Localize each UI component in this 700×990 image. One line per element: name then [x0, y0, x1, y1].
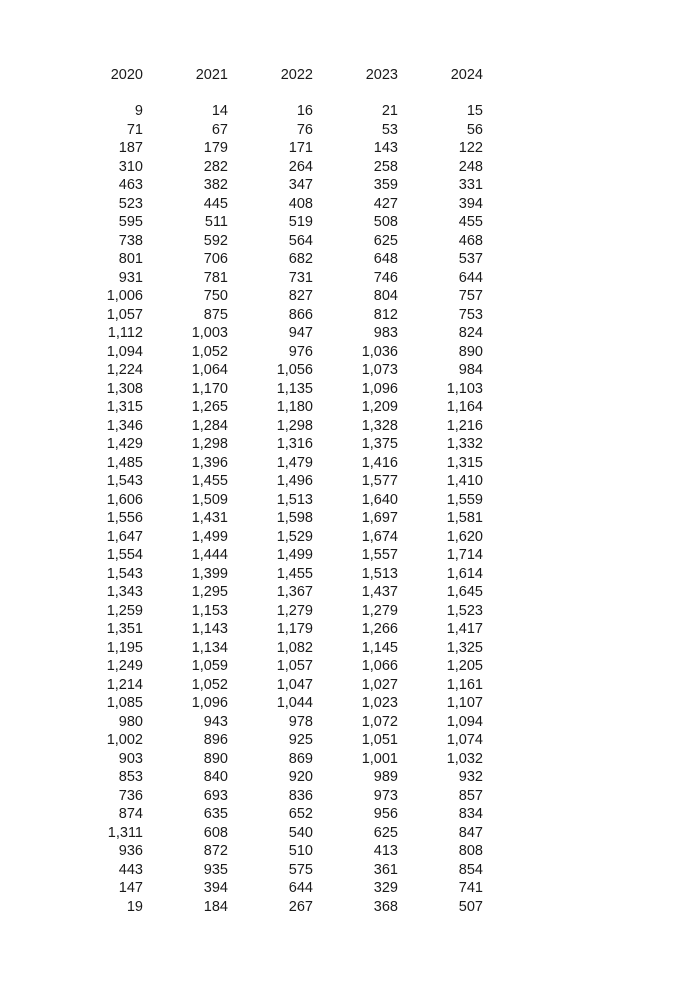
- table-cell: 359: [373, 177, 398, 193]
- table-cell: 519: [288, 214, 313, 230]
- table-cell: 15: [466, 103, 483, 119]
- table-cell: 812: [373, 306, 398, 323]
- table-row: [78, 195, 488, 214]
- table-cell: 71: [126, 121, 143, 138]
- table-cell: 248: [458, 158, 483, 175]
- table-row: [78, 879, 488, 898]
- table-cell: 1,543: [106, 565, 143, 582]
- table-cell: 1,455: [276, 565, 313, 582]
- table-cell: 983: [373, 325, 398, 341]
- column-header-2020: 2020: [110, 67, 143, 83]
- table-row: [78, 380, 488, 399]
- column-header-2023: 2023: [365, 67, 398, 83]
- table-cell: 706: [203, 251, 228, 267]
- table-row: [78, 546, 488, 565]
- table-cell: 347: [288, 177, 313, 193]
- table-cell: 840: [203, 769, 228, 785]
- table-cell: 836: [288, 787, 313, 804]
- table-cell: 1,052: [191, 343, 228, 360]
- table-cell: 592: [203, 232, 228, 249]
- table-cell: 1,479: [276, 454, 313, 471]
- table-cell: 1,315: [446, 454, 483, 471]
- table-cell: 508: [373, 214, 398, 230]
- table-cell: 1,259: [106, 602, 143, 619]
- table-row: [78, 731, 488, 750]
- table-cell: 781: [203, 269, 228, 286]
- column-header-2022: 2022: [280, 67, 313, 83]
- table-row: [78, 657, 488, 676]
- table-cell: 1,224: [106, 362, 143, 378]
- table-cell: 540: [288, 824, 313, 841]
- table-cell: 16: [296, 103, 313, 119]
- table-cell: 1,006: [106, 288, 143, 304]
- table-cell: 147: [118, 880, 143, 896]
- table-cell: 382: [203, 177, 228, 193]
- table-cell: 736: [118, 787, 143, 804]
- table-cell: 757: [458, 288, 483, 304]
- table-cell: 824: [458, 325, 483, 341]
- table-row: [78, 805, 488, 824]
- table-cell: 857: [458, 787, 483, 804]
- table-cell: 1,559: [446, 491, 483, 508]
- table-cell: 463: [118, 177, 143, 193]
- table-cell: 931: [118, 269, 143, 286]
- table-cell: 1,179: [276, 621, 313, 637]
- table-row: [78, 361, 488, 380]
- table-cell: 523: [118, 195, 143, 212]
- table-cell: 1,375: [361, 436, 398, 452]
- table-cell: 827: [288, 288, 313, 304]
- table-cell: 468: [458, 232, 483, 249]
- table-cell: 1,455: [191, 473, 228, 489]
- table-row: [78, 176, 488, 195]
- table-row: [78, 102, 488, 121]
- table-cell: 1,057: [276, 658, 313, 674]
- table-cell: 1,265: [191, 399, 228, 415]
- table-cell: 978: [288, 713, 313, 730]
- table-row: [78, 213, 488, 232]
- table-cell: 187: [118, 140, 143, 156]
- table-row: [78, 768, 488, 787]
- table-cell: 874: [118, 806, 143, 822]
- table-cell: 903: [118, 750, 143, 767]
- table-cell: 973: [373, 787, 398, 804]
- table-cell: 1,396: [191, 454, 228, 471]
- table-cell: 19: [126, 898, 143, 915]
- table-cell: 14: [211, 103, 228, 119]
- table-cell: 1,399: [191, 565, 228, 582]
- table-row: [78, 232, 488, 251]
- table-cell: 1,066: [361, 658, 398, 674]
- table-cell: 1,640: [361, 491, 398, 508]
- table-cell: 947: [288, 325, 313, 341]
- table-cell: 1,103: [446, 380, 483, 397]
- table-cell: 625: [373, 232, 398, 249]
- table-cell: 869: [288, 750, 313, 767]
- table-cell: 1,027: [361, 676, 398, 693]
- table-row: [78, 639, 488, 658]
- table-cell: 936: [118, 843, 143, 859]
- table-cell: 854: [458, 861, 483, 878]
- table-cell: 53: [381, 121, 398, 138]
- table-row: [78, 491, 488, 510]
- table-cell: 122: [458, 140, 483, 156]
- table-cell: 866: [288, 306, 313, 323]
- table-cell: 1,085: [106, 695, 143, 711]
- table-row: [78, 398, 488, 417]
- table-cell: 511: [204, 214, 228, 230]
- table-cell: 1,003: [191, 325, 228, 341]
- table-cell: 394: [203, 880, 228, 896]
- table-cell: 847: [458, 824, 483, 841]
- table-cell: 394: [458, 195, 483, 212]
- table-header-row: [78, 64, 488, 86]
- table-row: [78, 583, 488, 602]
- table-cell: 1,052: [191, 676, 228, 693]
- table-cell: 264: [288, 158, 313, 175]
- column-header-2024: 2024: [450, 67, 483, 83]
- table-row: [78, 417, 488, 436]
- table-row: [78, 676, 488, 695]
- table-cell: 1,416: [361, 454, 398, 471]
- table-cell: 1,581: [446, 510, 483, 526]
- table-cell: 1,205: [446, 658, 483, 674]
- table-cell: 1,153: [191, 602, 228, 619]
- table-cell: 1,343: [106, 584, 143, 600]
- table-cell: 1,036: [361, 343, 398, 360]
- table-cell: 331: [458, 177, 483, 193]
- table-cell: 408: [288, 195, 313, 212]
- table-cell: 976: [288, 343, 313, 360]
- table-cell: 1,316: [276, 436, 313, 452]
- table-cell: 1,107: [446, 695, 483, 711]
- table-cell: 1,047: [276, 676, 313, 693]
- table-cell: 896: [203, 732, 228, 748]
- table-cell: 890: [458, 343, 483, 360]
- table-cell: 989: [373, 769, 398, 785]
- table-row: [78, 121, 488, 140]
- table-cell: 1,554: [106, 547, 143, 563]
- table-cell: 1,417: [446, 621, 483, 637]
- table-row: [78, 454, 488, 473]
- table-cell: 801: [118, 251, 143, 267]
- table-cell: 644: [288, 880, 313, 896]
- table-cell: 1,523: [446, 602, 483, 619]
- table-cell: 1,214: [106, 676, 143, 693]
- table-cell: 1,074: [446, 732, 483, 748]
- table-cell: 1,209: [361, 399, 398, 415]
- table-cell: 1,057: [106, 306, 143, 323]
- table-cell: 1,249: [106, 658, 143, 674]
- table-row: [78, 269, 488, 288]
- table-cell: 171: [288, 140, 313, 156]
- table-row: [78, 694, 488, 713]
- table-cell: 1,170: [191, 380, 228, 397]
- table-cell: 1,577: [361, 473, 398, 489]
- table-cell: 1,332: [446, 436, 483, 452]
- table-cell: 413: [373, 843, 398, 859]
- table-cell: 1,073: [361, 362, 398, 378]
- table-cell: 329: [373, 880, 398, 896]
- table-cell: 741: [458, 880, 483, 896]
- table-cell: 1,543: [106, 473, 143, 489]
- table-row: [78, 861, 488, 880]
- table-row: [78, 565, 488, 584]
- table-cell: 455: [458, 214, 483, 230]
- table-cell: 21: [381, 103, 398, 119]
- table-cell: 282: [203, 158, 228, 175]
- table-cell: 1,059: [191, 658, 228, 674]
- table-cell: 682: [288, 251, 313, 267]
- table-cell: 1,437: [361, 584, 398, 600]
- table-cell: 1,064: [191, 362, 228, 378]
- table-cell: 310: [118, 158, 143, 175]
- table-cell: 1,145: [361, 639, 398, 656]
- table-cell: 872: [203, 843, 228, 859]
- table-cell: 1,051: [361, 732, 398, 748]
- table-cell: 1,513: [361, 565, 398, 582]
- table-row: [78, 750, 488, 769]
- table-row: [78, 787, 488, 806]
- table-cell: 925: [288, 732, 313, 748]
- table-row: [78, 472, 488, 491]
- table-cell: 1,598: [276, 510, 313, 526]
- table-cell: 1,444: [191, 547, 228, 563]
- table-cell: 1,279: [361, 602, 398, 619]
- table-cell: 1,485: [106, 454, 143, 471]
- table-cell: 1,143: [191, 621, 228, 637]
- table-cell: 956: [373, 806, 398, 822]
- table-cell: 1,614: [446, 565, 483, 582]
- data-table: [78, 64, 488, 916]
- table-cell: 1,032: [446, 750, 483, 767]
- table-cell: 1,164: [446, 399, 483, 415]
- table-cell: 1,284: [191, 417, 228, 434]
- table-row: [78, 842, 488, 861]
- table-cell: 1,674: [361, 528, 398, 545]
- table-cell: 575: [288, 861, 313, 878]
- table-cell: 1,647: [106, 528, 143, 545]
- table-row: [78, 898, 488, 917]
- table-cell: 1,135: [276, 380, 313, 397]
- table-cell: 507: [458, 898, 483, 915]
- table-row: [78, 435, 488, 454]
- table-cell: 143: [373, 140, 398, 156]
- table-row: [78, 158, 488, 177]
- table-cell: 1,714: [446, 547, 483, 563]
- table-cell: 1,499: [276, 547, 313, 563]
- table-cell: 1,056: [276, 362, 313, 378]
- table-cell: 1,308: [106, 380, 143, 397]
- table-cell: 1,023: [361, 695, 398, 711]
- table-cell: 834: [458, 806, 483, 822]
- table-cell: 746: [373, 269, 398, 286]
- table-cell: 1,298: [191, 436, 228, 452]
- table-row: [78, 713, 488, 732]
- table-cell: 445: [203, 195, 228, 212]
- table-cell: 1,094: [106, 343, 143, 360]
- table-cell: 1,001: [361, 750, 398, 767]
- table-cell: 1,556: [106, 510, 143, 526]
- table-cell: 1,410: [446, 473, 483, 489]
- table-cell: 1,557: [361, 547, 398, 563]
- table-cell: 652: [288, 806, 313, 822]
- table-row: [78, 324, 488, 343]
- table-cell: 1,346: [106, 417, 143, 434]
- table-body: [78, 102, 488, 916]
- table-row: [78, 824, 488, 843]
- table-cell: 76: [296, 121, 313, 138]
- table-cell: 1,161: [446, 676, 483, 693]
- table-row: [78, 250, 488, 269]
- table-cell: 1,002: [106, 732, 143, 748]
- table-row: [78, 139, 488, 158]
- table-cell: 1,509: [191, 491, 228, 508]
- table-cell: 1,429: [106, 436, 143, 452]
- table-cell: 920: [288, 769, 313, 785]
- table-cell: 1,096: [191, 695, 228, 711]
- table-cell: 808: [458, 843, 483, 859]
- table-cell: 1,094: [446, 713, 483, 730]
- table-cell: 537: [458, 251, 483, 267]
- table-cell: 731: [288, 269, 313, 286]
- table-cell: 1,697: [361, 510, 398, 526]
- table-cell: 1,513: [276, 491, 313, 508]
- table-row: [78, 343, 488, 362]
- table-cell: 648: [373, 251, 398, 267]
- column-header-2021: 2021: [195, 67, 228, 83]
- table-cell: 1,311: [107, 824, 143, 841]
- table-cell: 635: [203, 806, 228, 822]
- table-cell: 564: [288, 232, 313, 249]
- table-row: [78, 509, 488, 528]
- table-cell: 1,529: [276, 528, 313, 545]
- table-cell: 932: [458, 769, 483, 785]
- table-cell: 427: [373, 195, 398, 212]
- table-cell: 875: [203, 306, 228, 323]
- table-cell: 56: [466, 121, 483, 138]
- table-cell: 625: [373, 824, 398, 841]
- table-cell: 984: [458, 362, 483, 378]
- table-cell: 1,072: [361, 713, 398, 730]
- table-cell: 1,496: [276, 473, 313, 489]
- table-row: [78, 287, 488, 306]
- table-cell: 1,295: [191, 584, 228, 600]
- table-cell: 443: [118, 861, 143, 878]
- table-cell: 1,315: [106, 399, 143, 415]
- table-cell: 258: [373, 158, 398, 175]
- table-cell: 1,180: [276, 399, 313, 415]
- table-cell: 1,216: [446, 417, 483, 434]
- table-cell: 935: [203, 861, 228, 878]
- table-cell: 753: [458, 306, 483, 323]
- table-row: [78, 528, 488, 547]
- table-cell: 853: [118, 769, 143, 785]
- table-cell: 1,082: [276, 639, 313, 656]
- table-cell: 9: [134, 103, 143, 119]
- table-cell: 980: [118, 713, 143, 730]
- table-cell: 644: [458, 269, 483, 286]
- table-row: [78, 306, 488, 325]
- table-cell: 267: [288, 898, 313, 915]
- table-cell: 67: [211, 121, 228, 138]
- table-cell: 1,195: [106, 639, 143, 656]
- table-cell: 1,367: [276, 584, 313, 600]
- table-cell: 1,645: [446, 584, 483, 600]
- table-cell: 595: [118, 214, 143, 230]
- table-cell: 1,606: [106, 491, 143, 508]
- table-row: [78, 602, 488, 621]
- table-row: [78, 620, 488, 639]
- table-cell: 1,325: [446, 639, 483, 656]
- table-cell: 738: [118, 232, 143, 249]
- table-cell: 1,351: [106, 621, 143, 637]
- table-cell: 368: [373, 898, 398, 915]
- table-cell: 804: [373, 288, 398, 304]
- table-cell: 1,279: [276, 602, 313, 619]
- table-cell: 890: [203, 750, 228, 767]
- table-cell: 1,328: [361, 417, 398, 434]
- table-cell: 179: [203, 140, 228, 156]
- table-cell: 1,134: [191, 639, 228, 656]
- table-cell: 693: [203, 787, 228, 804]
- table-cell: 1,112: [107, 325, 143, 341]
- table-cell: 1,044: [276, 695, 313, 711]
- table-cell: 943: [203, 713, 228, 730]
- table-cell: 1,431: [191, 510, 228, 526]
- table-cell: 1,096: [361, 380, 398, 397]
- table-cell: 608: [203, 824, 228, 841]
- table-cell: 184: [203, 898, 228, 915]
- table-cell: 510: [288, 843, 313, 859]
- table-cell: 1,298: [276, 417, 313, 434]
- table-cell: 1,620: [446, 528, 483, 545]
- table-cell: 1,266: [361, 621, 398, 637]
- table-cell: 750: [203, 288, 228, 304]
- table-cell: 1,499: [191, 528, 228, 545]
- table-cell: 361: [373, 861, 398, 878]
